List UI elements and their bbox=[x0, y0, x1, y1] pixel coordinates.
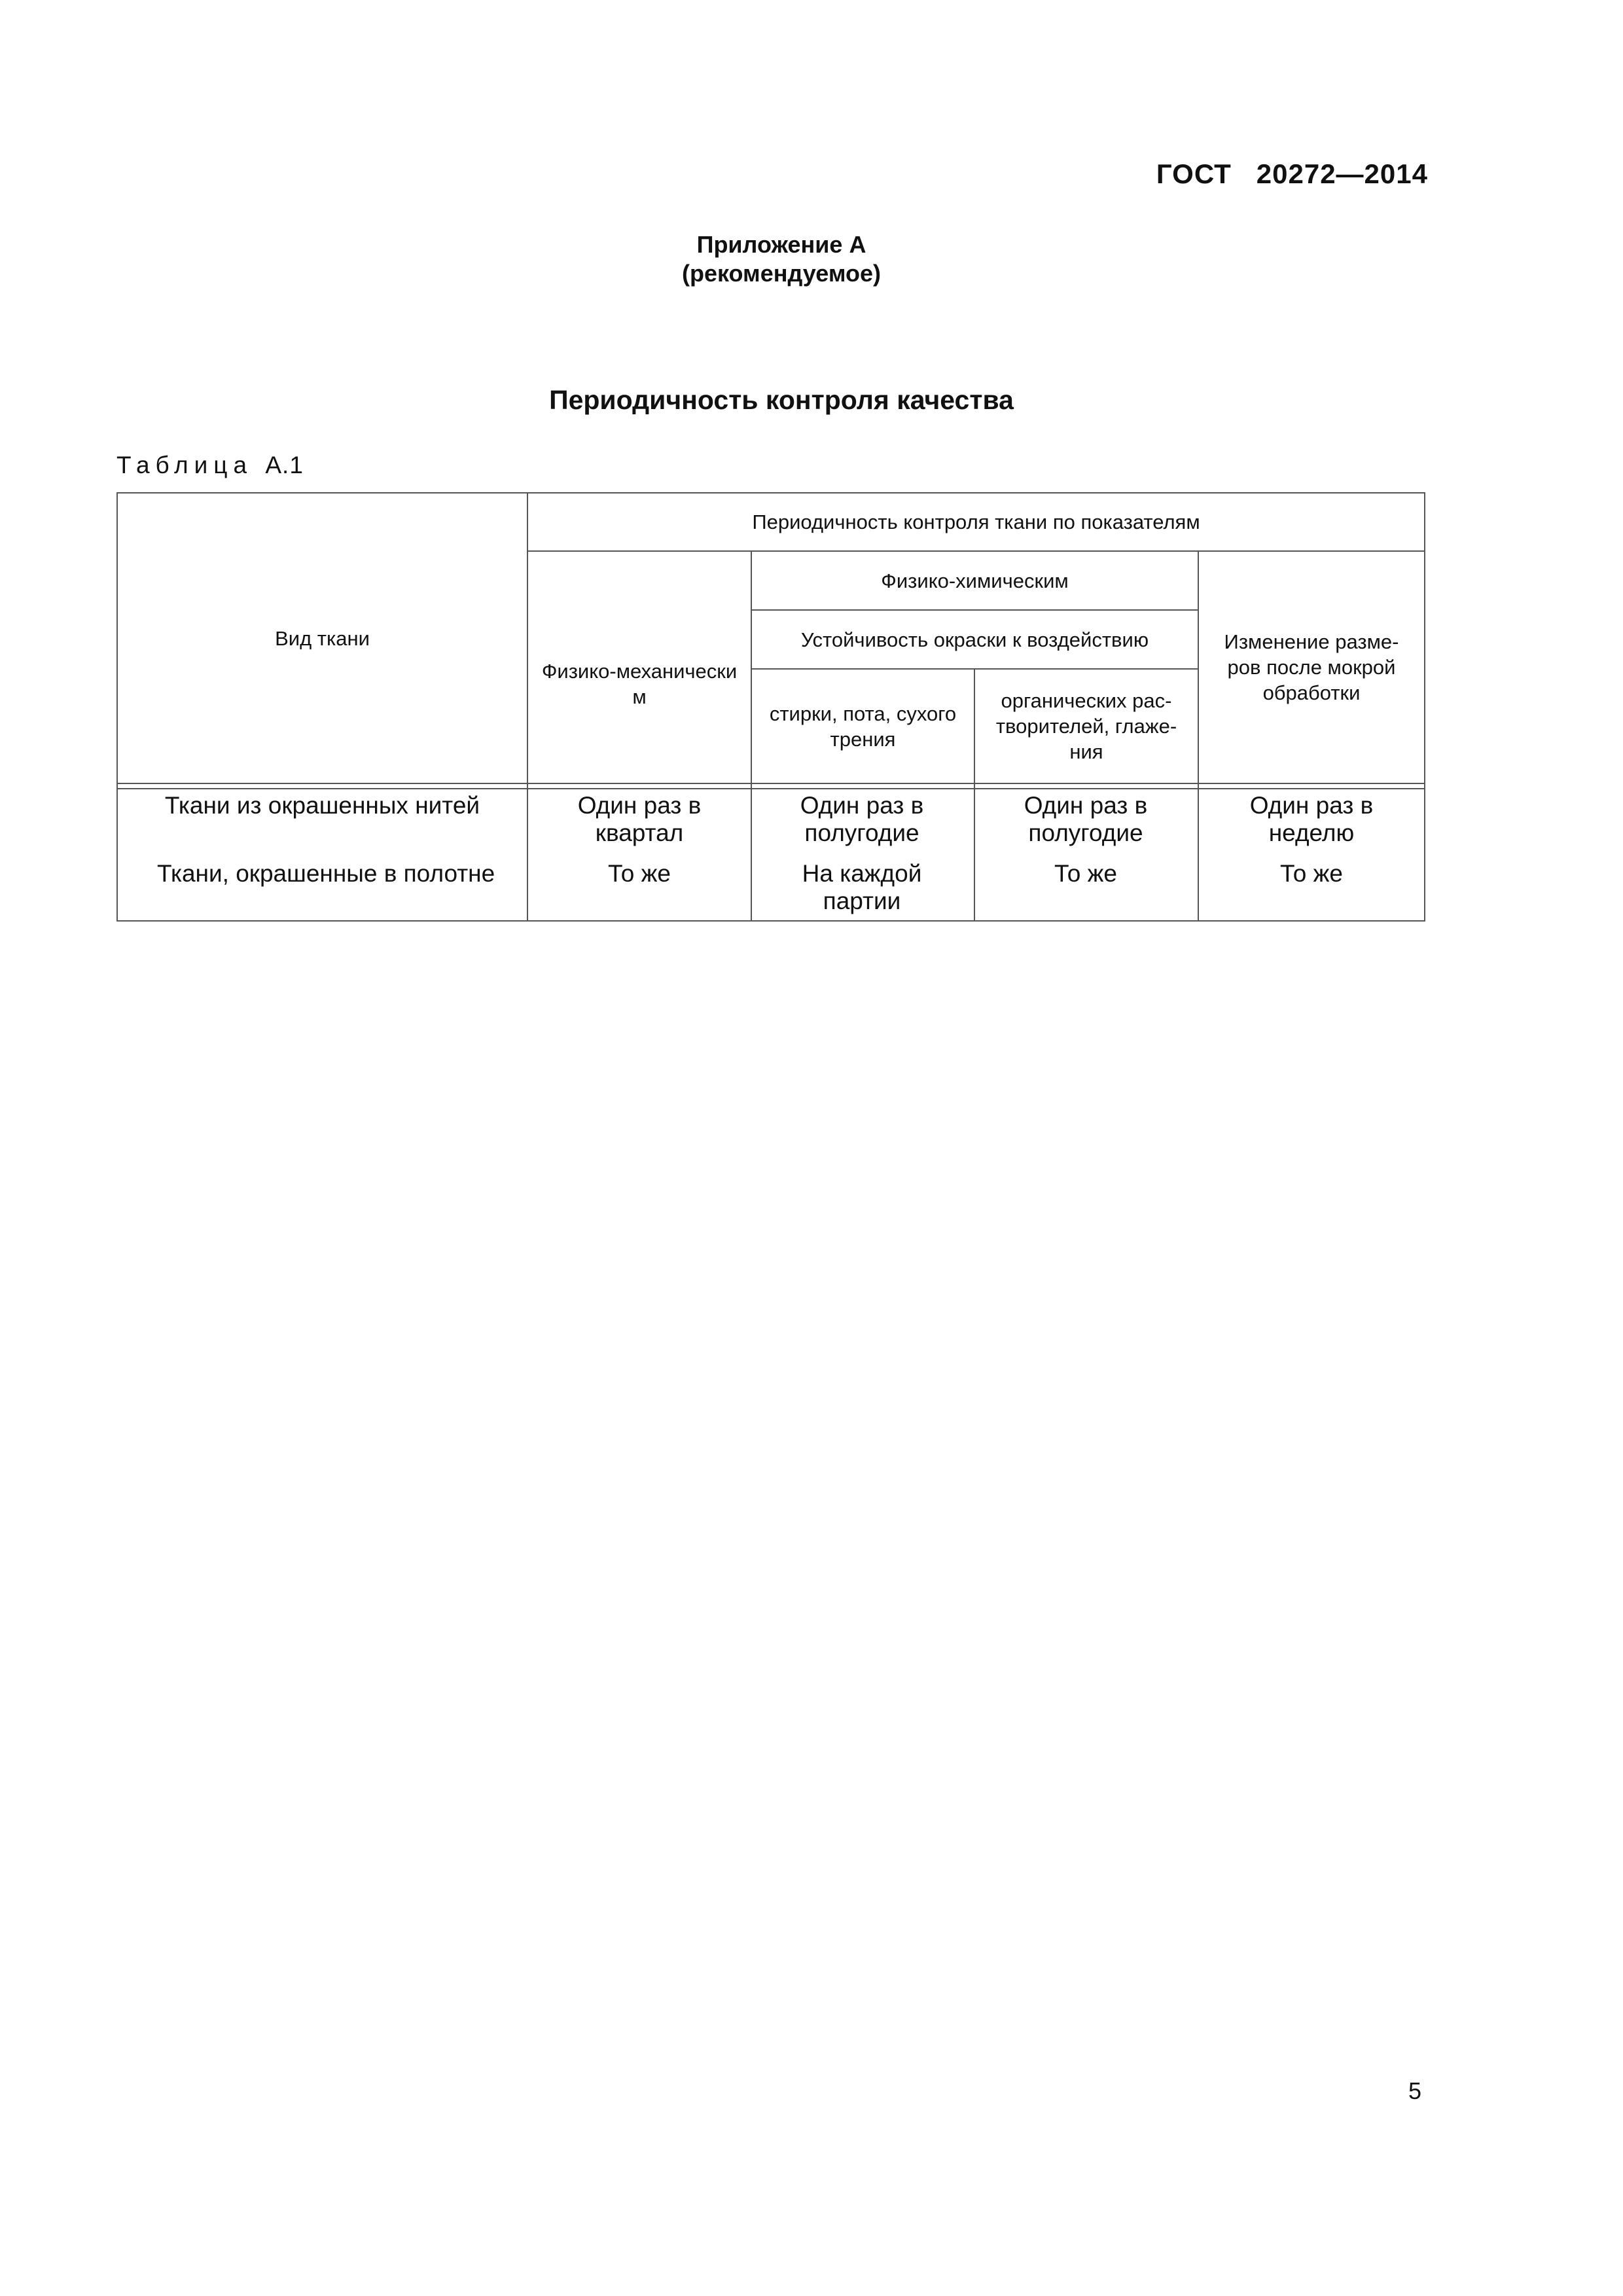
appendix-heading bbox=[0, 230, 1563, 288]
row-1-washing: Один раз в полугодие bbox=[800, 792, 924, 846]
header-phys-chem: Физико-химическим bbox=[881, 569, 1069, 592]
header-size-change: Изменение разме-ров после мокрой обработки bbox=[1224, 630, 1399, 704]
header-color-fastness: Устойчивость окраски к воздействию bbox=[800, 628, 1149, 651]
row-2-solvents: То же bbox=[1054, 860, 1117, 887]
table-caption-word: Таблица bbox=[116, 452, 253, 478]
row-2-fabric: Ткани, окрашенные в полотне bbox=[157, 860, 495, 887]
document-code: ГОСТ 20272—2014 bbox=[1156, 158, 1428, 189]
table-divider bbox=[118, 788, 1424, 789]
row-2-size-change: То же bbox=[1280, 860, 1343, 887]
row-1-phys-mech: Один раз в квартал bbox=[577, 792, 702, 846]
page-number: 5 bbox=[1408, 2077, 1422, 2104]
header-periodicity: Периодичность контроля ткани по показателям bbox=[752, 511, 1200, 533]
table-divider bbox=[118, 783, 1424, 784]
table-caption-number: А.1 bbox=[265, 452, 304, 478]
appendix-title: Приложение А bbox=[696, 231, 866, 258]
section-title: Периодичность контроля качества bbox=[549, 385, 1014, 415]
periodicity-table bbox=[116, 492, 1425, 922]
header-washing: стирки, пота, сухого трения bbox=[769, 702, 957, 751]
table-caption bbox=[116, 452, 304, 479]
row-1-size-change: Один раз в неделю bbox=[1249, 792, 1374, 846]
row-2-washing: На каждой партии bbox=[802, 860, 922, 914]
row-1-fabric: Ткани из окрашенных нитей bbox=[164, 792, 480, 819]
row-1-solvents: Один раз в полугодие bbox=[1024, 792, 1148, 846]
row-2-phys-mech: То же bbox=[608, 860, 671, 887]
header-fabric-type: Вид ткани bbox=[275, 626, 370, 650]
header-solvents: органических рас-творителей, глаже-ния bbox=[995, 689, 1177, 763]
appendix-subtitle: (рекомендуемое) bbox=[682, 260, 881, 287]
header-phys-mech: Физико-механическим bbox=[541, 659, 738, 708]
